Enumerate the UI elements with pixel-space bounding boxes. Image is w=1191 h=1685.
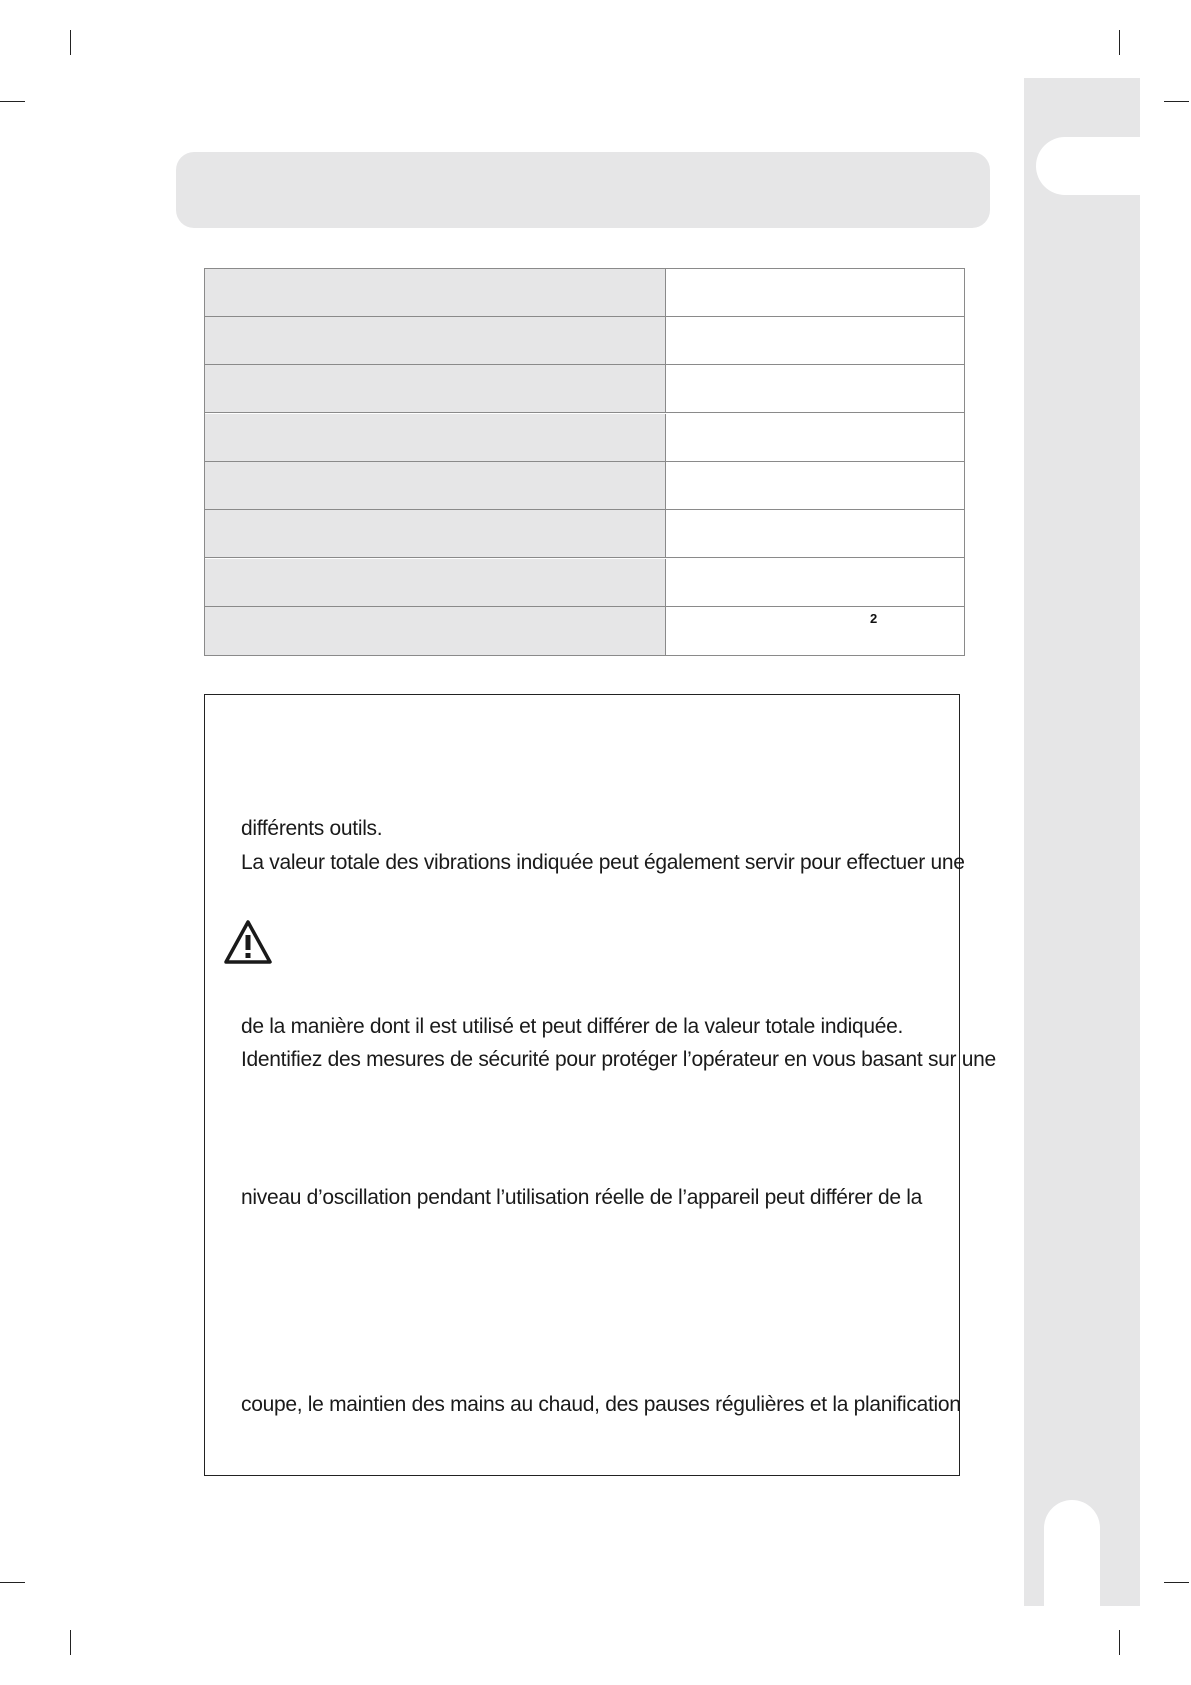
spec-label-cell xyxy=(205,365,666,412)
spec-label-cell xyxy=(205,510,666,557)
notice-line: niveau d’oscillation pendant l’utilisation réelle de l’appareil peut différer de la xyxy=(241,1186,923,1209)
spec-table xyxy=(204,268,965,656)
notice-line: de la manière dont il est utilisé et peut différer de la valeur totale indiquée. xyxy=(241,1015,904,1038)
side-tab-notch-bottom xyxy=(1044,1500,1100,1610)
table-row xyxy=(205,607,964,655)
crop-mark-bottom-left-v xyxy=(70,1630,71,1655)
spec-value-cell xyxy=(666,414,964,461)
table-row xyxy=(205,559,964,607)
side-tab xyxy=(1024,78,1140,1606)
spec-value-cell xyxy=(666,462,964,509)
crop-mark-bottom-right-h xyxy=(1164,1582,1189,1583)
notice-line: différents outils. xyxy=(241,817,383,840)
section-header-band xyxy=(176,152,990,228)
notice-line: coupe, le maintien des mains au chaud, des pauses régulières et la planification xyxy=(241,1393,961,1416)
table-row xyxy=(205,269,964,317)
spec-label-cell xyxy=(205,269,666,316)
crop-mark-top-left-v xyxy=(70,30,71,55)
crop-mark-bottom-right-v xyxy=(1119,1630,1120,1655)
notice-line: Identifiez des mesures de sécurité pour protéger l’opérateur en vous basant sur une xyxy=(241,1048,996,1071)
vibration-notice-box xyxy=(204,694,996,1476)
unit-superscript: 2 xyxy=(870,611,878,626)
spec-value-cell xyxy=(666,365,964,412)
spec-label-cell xyxy=(205,607,666,655)
crop-mark-bottom-left-h xyxy=(0,1582,25,1583)
spec-label-cell xyxy=(205,414,666,461)
table-row xyxy=(205,462,964,510)
spec-value-cell xyxy=(666,317,964,364)
table-row xyxy=(205,365,964,413)
crop-mark-top-right-v xyxy=(1119,30,1120,55)
table-row xyxy=(205,317,964,365)
table-row xyxy=(205,510,964,558)
spec-value-cell xyxy=(666,510,964,557)
side-tab-notch-top xyxy=(1036,137,1146,195)
spec-label-cell xyxy=(205,317,666,364)
spec-value-cell xyxy=(666,269,964,316)
spec-label-cell xyxy=(205,559,666,606)
crop-mark-top-right-h xyxy=(1164,101,1189,102)
spec-value-cell xyxy=(666,607,964,655)
spec-label-cell xyxy=(205,462,666,509)
spec-value-cell xyxy=(666,559,964,606)
table-row xyxy=(205,414,964,462)
warning-triangle-icon xyxy=(223,919,273,965)
notice-line: La valeur totale des vibrations indiquée peut également servir pour effectuer une xyxy=(241,851,965,874)
crop-mark-top-left-h xyxy=(0,101,25,102)
